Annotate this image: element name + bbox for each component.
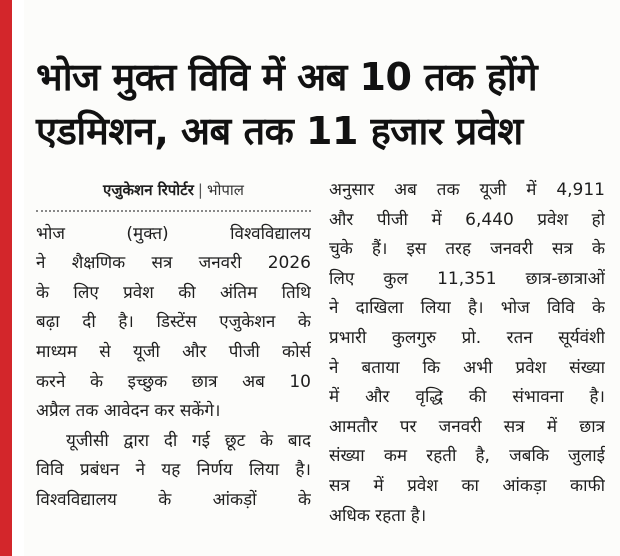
right-column-line: सत्र में प्रवेश का आंकड़ा काफी: [329, 475, 605, 496]
byline-separator: |: [197, 181, 203, 199]
right-column-line: में और वृद्धि की संभावना है।: [329, 387, 605, 408]
left-column-line: अप्रैल तक आवेदन कर सकेंगे।: [36, 401, 221, 422]
headline-line-2: एडमिशन, अब तक 11 हजार प्रवेश: [36, 109, 523, 153]
article-column-right: [329, 176, 605, 531]
left-column-line: के लिए प्रवेश की अंतिम तिथि: [36, 282, 311, 303]
left-column-line: करने के इच्छुक छात्र अब 10: [36, 371, 311, 392]
byline-reporter: एजुकेशन रिपोर्टर: [103, 181, 194, 199]
left-column-line: विवि प्रबंधन ने यह निर्णय लिया है।: [36, 460, 311, 481]
left-column-line: ने शैक्षणिक सत्र जनवरी 2026: [36, 253, 311, 274]
section-accent-bar: [0, 0, 12, 556]
right-column-line: लिए कुल 11,351 छात्र-छात्राओं: [329, 268, 605, 289]
left-column-line: यूजीसी द्वारा दी गई छूट के बाद: [66, 430, 311, 451]
byline: [36, 176, 311, 206]
article-column-left: [36, 176, 311, 516]
right-column-line: चुके हैं। इस तरह जनवरी सत्र के: [329, 239, 605, 260]
left-column-line: भोज (मुक्त) विश्वविद्यालय: [36, 223, 311, 244]
right-column-line: अधिक रहता है।: [329, 505, 427, 526]
right-column-line: आमतौर पर जनवरी सत्र में छात्र: [329, 416, 605, 437]
article-headline: [36, 50, 596, 158]
left-column-line: विश्वविद्यालय के आंकड़ों के: [36, 489, 311, 510]
right-column-line: ने बताया कि अभी प्रवेश संख्या: [329, 357, 605, 378]
headline-line-1: भोज मुक्त विवि में अब 10 तक होंगे: [36, 55, 538, 99]
right-column-line: प्रभारी कुलगुरु प्रो. रतन सूर्यवंशी: [329, 327, 605, 348]
byline-place: भोपाल: [206, 181, 244, 199]
right-column-line: अनुसार अब तक यूजी में 4,911: [329, 180, 605, 200]
byline-divider: [36, 210, 311, 212]
right-column-line: और पीजी में 6,440 प्रवेश हो: [329, 209, 605, 230]
left-column-line: माध्यम से यूजी और पीजी कोर्स: [36, 341, 311, 362]
right-column-line: ने दाखिला लिया है। भोज विवि के: [329, 298, 605, 319]
left-column-line: बढ़ा दी है। डिस्टेंस एजुकेशन के: [36, 312, 311, 333]
right-column-line: संख्या कम रहती है, जबकि जुलाई: [329, 446, 605, 467]
